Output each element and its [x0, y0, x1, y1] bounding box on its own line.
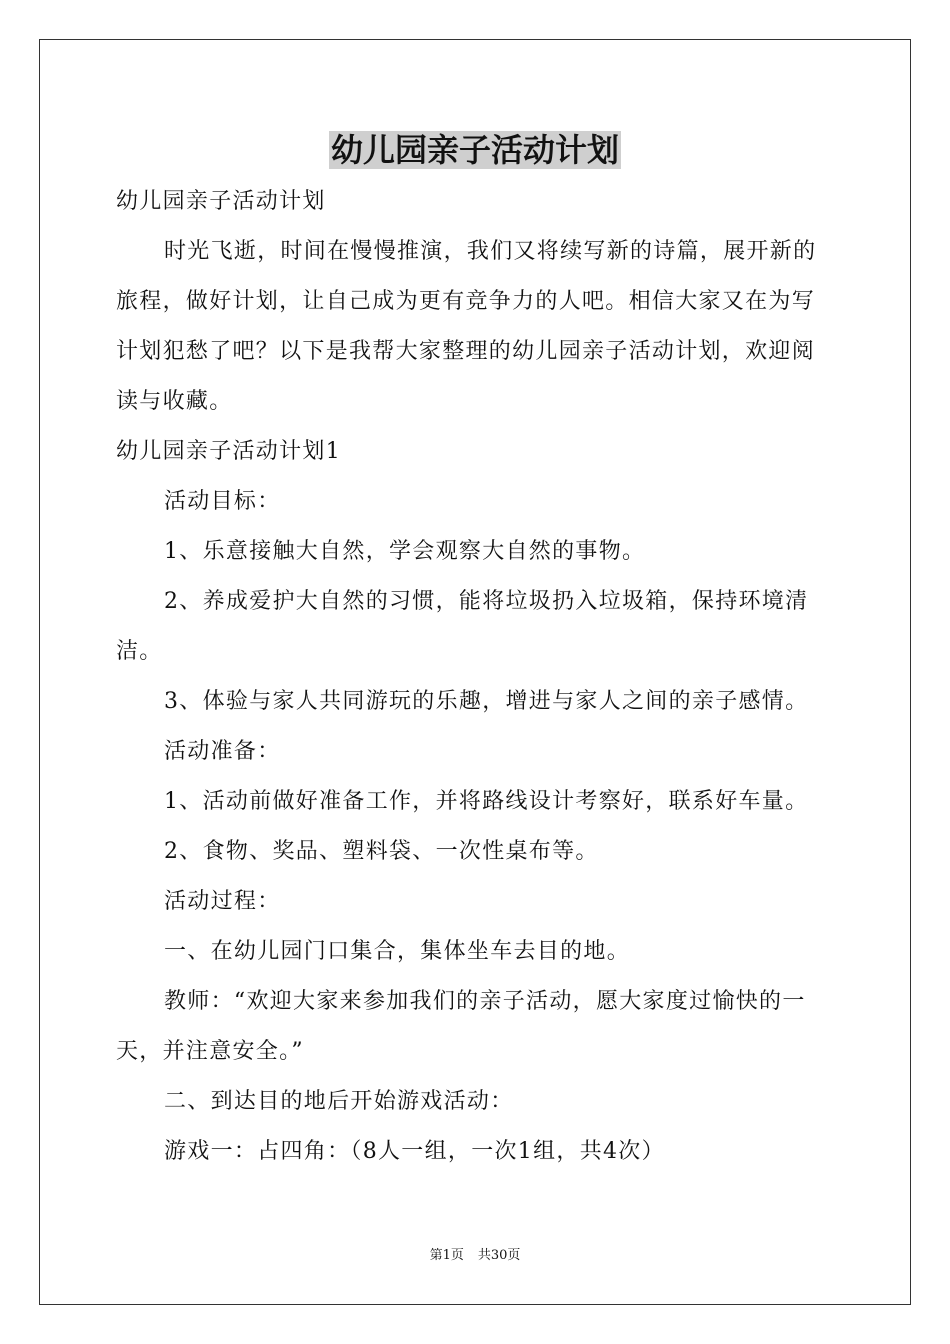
document-body	[116, 177, 836, 1177]
goal-item-1: 1、乐意接触大自然，学会观察大自然的事物。	[164, 539, 646, 564]
goal-item-3: 3、体验与家人共同游玩的乐趣，增进与家人之间的亲子感情。	[164, 689, 809, 714]
process-step-1: 一、在幼儿园门口集合，集体坐车去目的地。	[164, 939, 631, 964]
page-footer	[0, 1247, 950, 1265]
heading-process: 活动过程：	[164, 889, 281, 914]
teacher-quote: 教师：“欢迎大家来参加我们的亲子活动，愿大家度过愉快的一天，并注意安全。”	[116, 989, 806, 1064]
heading-preparation: 活动准备：	[164, 739, 281, 764]
document-title-text: 幼儿园亲子活动计划	[330, 131, 619, 169]
preparation-item-2: 2、食物、奖品、塑料袋、一次性桌布等。	[164, 839, 599, 864]
page-total: 共30页	[477, 1248, 521, 1263]
game-one: 游戏一：占四角：（8人一组，一次1组，共4次）	[164, 1139, 665, 1164]
heading-goals: 活动目标：	[164, 489, 281, 514]
document-title	[0, 128, 950, 172]
section-title: 幼儿园亲子活动计划1	[116, 439, 341, 464]
process-step-2: 二、到达目的地后开始游戏活动：	[164, 1089, 514, 1114]
page-number: 第1页	[429, 1248, 464, 1263]
document-subtitle: 幼儿园亲子活动计划	[116, 189, 326, 214]
intro-paragraph: 时光飞逝，时间在慢慢推演，我们又将续写新的诗篇，展开新的旅程，做好计划，让自己成为更有竞争力的人吧。相信大家又在为写计划犯愁了吧？以下是我帮大家整理的幼儿园亲子活动计划，欢迎阅读与收藏。	[116, 239, 817, 414]
preparation-item-1: 1、活动前做好准备工作，并将路线设计考察好，联系好车量。	[164, 789, 809, 814]
goal-item-2: 2、养成爱护大自然的习惯，能将垃圾扔入垃圾箱，保持环境清洁。	[116, 589, 809, 664]
